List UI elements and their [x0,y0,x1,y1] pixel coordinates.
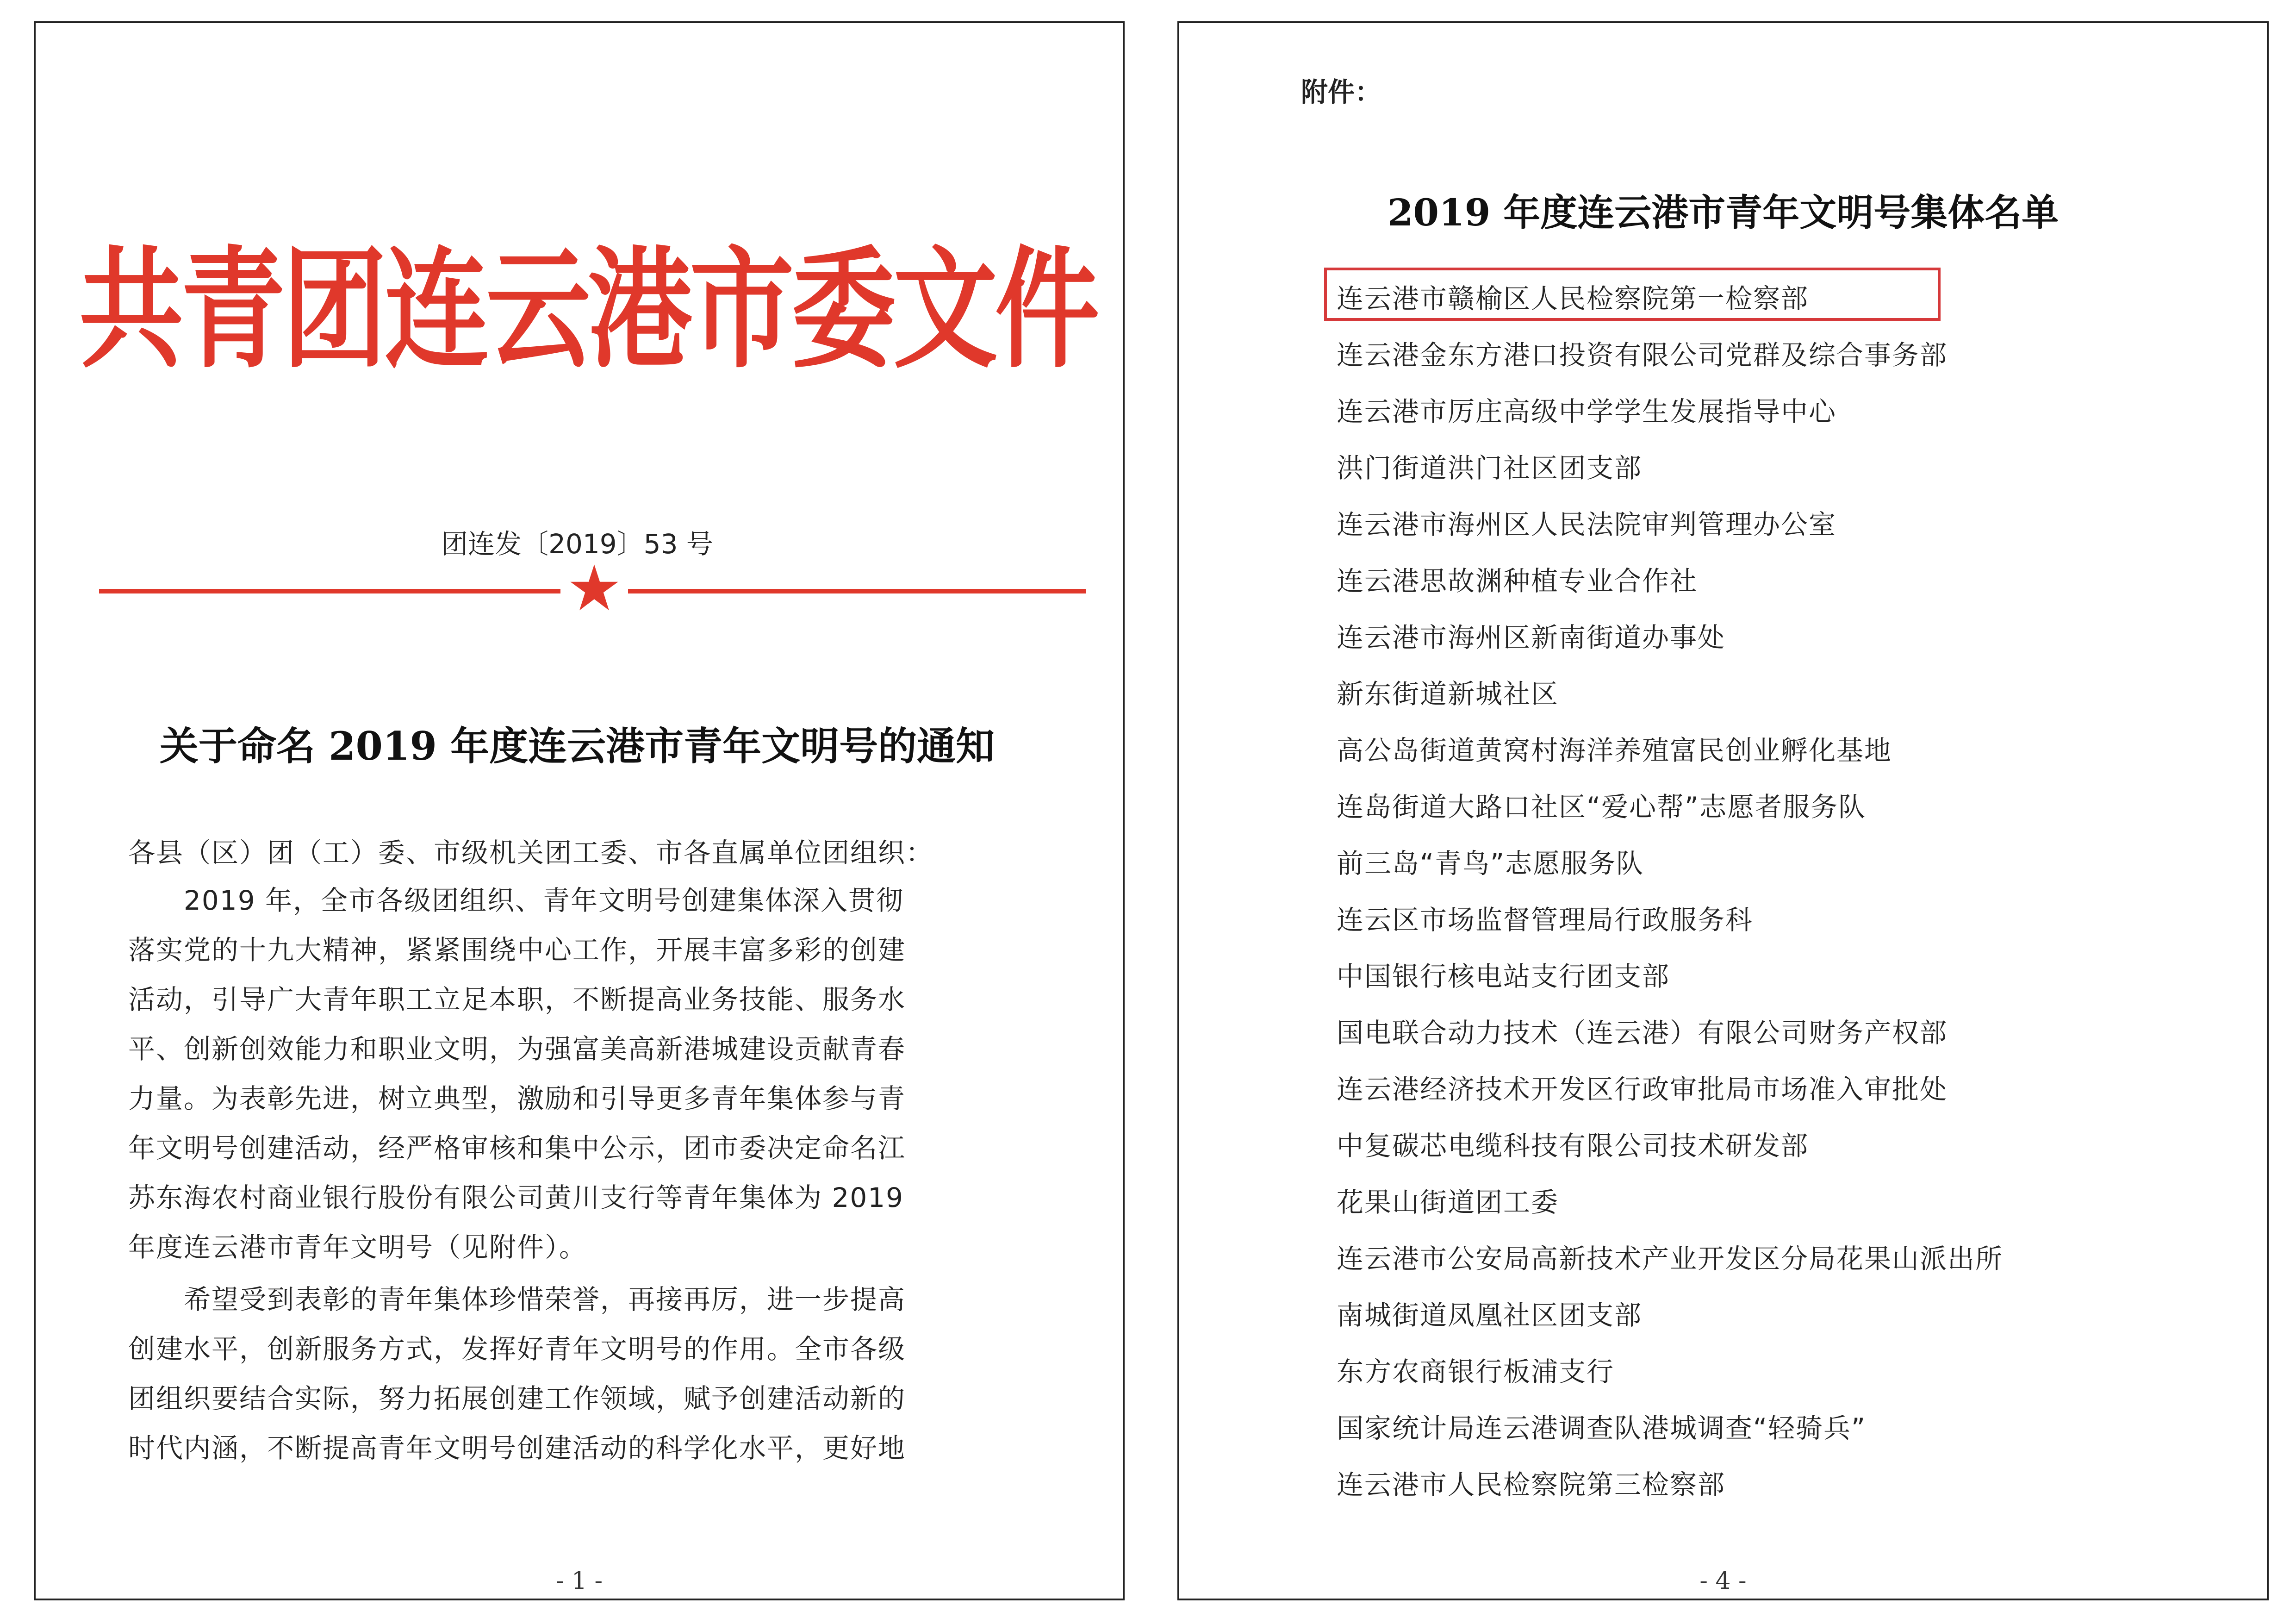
list-item: 连云港市海州区人民法院审判管理办公室 [1337,509,1837,540]
list-item: 连云港市厉庄高级中学学生发展指导中心 [1337,396,1837,427]
list-item: 连云港市人民检察院第三检察部 [1337,1469,1726,1500]
list-item: 前三岛“青鸟”志愿服务队 [1337,848,1644,879]
document-page-1 [34,21,1125,1600]
list-item: 中复碳芯电缆科技有限公司技术研发部 [1337,1130,1809,1162]
page-number: - 1 - [555,1567,603,1595]
list-item: 高公岛街道黄窝村海洋养殖富民创业孵化基地 [1337,735,1892,766]
list-title: 2019 年度连云港市青年文明号集体名单 [1387,191,2059,234]
red-divider-right [628,589,1086,593]
list-item: 新东街道新城社区 [1337,678,1559,710]
list-item: 国家统计局连云港调查队港城调查“轻骑兵” [1337,1412,1867,1444]
list-item: 南城街道凤凰社区团支部 [1337,1299,1643,1331]
red-divider-left [99,589,560,593]
body-line: 时代内涵，不断提高青年文明号创建活动的科学化水平，更好地 [128,1432,906,1464]
document-header: 共青团连云港市委文件 [79,232,1097,386]
list-item: 连云港市公安局高新技术产业开发区分局花果山派出所 [1337,1243,2004,1274]
body-line: 落实党的十九大精神，紧紧围绕中心工作，开展丰富多彩的创建 [128,934,906,966]
body-line: 2019 年，全市各级团组织、青年文明号创建集体深入贯彻 [184,885,904,916]
body-line: 创建水平，创新服务方式，发挥好青年文明号的作用。全市各级 [128,1333,906,1365]
document-page-4 [1177,21,2269,1600]
notice-title: 关于命名 2019 年度连云港市青年文明号的通知 [159,723,995,769]
document-number: 团连发〔2019〕53 号 [441,528,713,560]
list-item: 连云港经济技术开发区行政审批局市场准入审批处 [1337,1074,1948,1105]
list-item: 连云港金东方港口投资有限公司党群及综合事务部 [1337,339,1948,371]
list-item: 中国银行核电站支行团支部 [1337,961,1670,992]
page-number: - 4 - [1699,1567,1747,1595]
list-item: 花果山街道团工委 [1337,1187,1559,1218]
list-item: 洪门街道洪门社区团支部 [1337,452,1643,484]
body-line: 年文明号创建活动，经严格审核和集中公示，团市委决定命名江 [128,1132,906,1164]
body-line: 平、创新创效能力和职业文明，为强富美高新港城建设贡献青春 [128,1033,906,1065]
star-icon [569,562,620,613]
body-line: 力量。为表彰先进，树立典型，激励和引导更多青年集体参与青 [128,1083,906,1114]
body-line: 年度连云港市青年文明号（见附件）。 [128,1231,587,1263]
list-item: 连云港市海州区新南街道办事处 [1337,622,1726,653]
body-line: 苏东海农村商业银行股份有限公司黄川支行等青年集体为 2019 [128,1182,904,1213]
body-line: 各县（区）团（工）委、市级机关团工委、市各直属单位团组织： [128,837,934,868]
body-line: 活动，引导广大青年职工立足本职，不断提高业务技能、服务水 [128,984,906,1015]
list-item: 连云港市赣榆区人民检察院第一检察部 [1337,283,1809,314]
list-item: 连云区市场监督管理局行政服务科 [1337,904,1754,936]
body-line: 希望受到表彰的青年集体珍惜荣誉，再接再厉，进一步提高 [184,1284,906,1315]
body-line: 团组织要结合实际，努力拓展创建工作领域，赋予创建活动新的 [128,1383,906,1414]
list-item: 连云港思故渊种植专业合作社 [1337,565,1698,597]
list-item: 国电联合动力技术（连云港）有限公司财务产权部 [1337,1017,1948,1049]
list-item: 东方农商银行板浦支行 [1337,1356,1615,1387]
attachment-label: 附件： [1301,76,1382,108]
list-item: 连岛街道大路口社区“爱心帮”志愿者服务队 [1337,791,1867,823]
